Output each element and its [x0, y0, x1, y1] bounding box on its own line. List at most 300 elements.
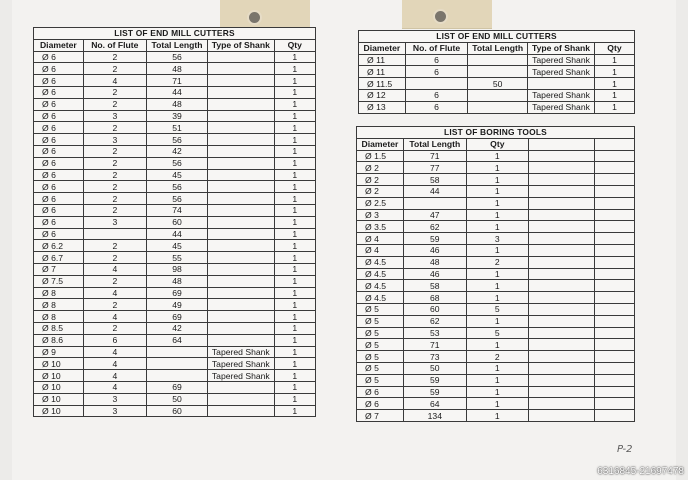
table-cell: Tapered Shank: [528, 54, 595, 66]
table-row: [357, 244, 635, 256]
table-cell: 2: [83, 169, 146, 181]
table-cell: 1: [274, 122, 315, 134]
header-row: [34, 39, 316, 51]
watermark: 6316845-21697478: [597, 466, 684, 477]
table-cell: Tapered Shank: [208, 370, 274, 382]
table-cell: [208, 311, 274, 323]
table-cell: [594, 244, 634, 256]
table-cell: Tapered Shank: [208, 346, 274, 358]
table-row: [357, 303, 635, 315]
table-cell: [594, 185, 634, 197]
table-row: [34, 334, 316, 346]
table-cell: 50: [403, 362, 466, 374]
column-header: Total Length: [468, 42, 528, 54]
table-cell: 1: [274, 228, 315, 240]
column-header: Total Length: [403, 138, 466, 150]
table-row: [34, 134, 316, 146]
table-cell: 1: [466, 292, 528, 304]
table-cell: 1: [274, 204, 315, 216]
table-cell: Ø 8: [34, 299, 84, 311]
table-cell: 45: [146, 240, 207, 252]
column-header: Total Length: [146, 39, 207, 51]
table-cell: [208, 75, 274, 87]
table-row: [34, 252, 316, 264]
table-cell: [208, 193, 274, 205]
table-cell: Ø 10: [34, 370, 84, 382]
table-cell: 62: [403, 221, 466, 233]
table-cell: Ø 10: [34, 358, 84, 370]
table-cell: [208, 228, 274, 240]
table-cell: [528, 398, 594, 410]
table-cell: 60: [403, 303, 466, 315]
table-cell: 1: [466, 398, 528, 410]
table-cell: [594, 374, 634, 386]
table-row: [357, 256, 635, 268]
table-cell: 1: [274, 193, 315, 205]
table-cell: 1: [274, 110, 315, 122]
table-cell: 1: [274, 346, 315, 358]
table-cell: [208, 63, 274, 75]
table-cell: Ø 2: [357, 162, 404, 174]
table-cell: 1: [466, 197, 528, 209]
table-cell: 3: [83, 216, 146, 228]
table-cell: Ø 3.5: [357, 221, 404, 233]
table-cell: 1: [466, 280, 528, 292]
table-row: [357, 150, 635, 162]
table-cell: 1: [274, 134, 315, 146]
table-cell: [528, 221, 594, 233]
table-cell: Ø 4.5: [357, 292, 404, 304]
table-cell: [208, 299, 274, 311]
table-cell: Ø 5: [357, 339, 404, 351]
table-cell: 64: [403, 398, 466, 410]
table-cell: 56: [146, 193, 207, 205]
table-cell: [208, 134, 274, 146]
table-cell: 71: [403, 150, 466, 162]
table-cell: Tapered Shank: [528, 89, 595, 101]
table-cell: Ø 1.5: [357, 150, 404, 162]
table-cell: Ø 5: [357, 374, 404, 386]
table-cell: 59: [403, 386, 466, 398]
table-cell: [468, 89, 528, 101]
table-cell: 71: [146, 75, 207, 87]
table-cell: 1: [274, 169, 315, 181]
table-cell: 1: [274, 252, 315, 264]
table-row: [357, 339, 635, 351]
table-row: [34, 122, 316, 134]
table-row: [34, 110, 316, 122]
table-cell: 48: [146, 98, 207, 110]
table-cell: [208, 263, 274, 275]
table-cell: [468, 54, 528, 66]
table-cell: 48: [146, 63, 207, 75]
table-row: [357, 351, 635, 363]
table-title: LIST OF END MILL CUTTERS: [359, 31, 635, 43]
table-row: [34, 311, 316, 323]
table-cell: [594, 339, 634, 351]
table-cell: 3: [83, 405, 146, 417]
table-cell: [468, 101, 528, 113]
table-row: [34, 169, 316, 181]
table-cell: 69: [146, 311, 207, 323]
table-cell: 1: [274, 75, 315, 87]
table-row: [34, 157, 316, 169]
table-row: [34, 405, 316, 417]
table-cell: [528, 362, 594, 374]
table-cell: [208, 275, 274, 287]
column-header: Qty: [466, 138, 528, 150]
table-title: LIST OF END MILL CUTTERS: [34, 28, 316, 40]
table-cell: 50: [468, 78, 528, 90]
table-cell: Ø 7: [34, 263, 84, 275]
table-cell: 1: [274, 263, 315, 275]
table-cell: 1: [466, 185, 528, 197]
table-cell: Ø 8: [34, 311, 84, 323]
table-cell: Ø 7.5: [34, 275, 84, 287]
table-cell: Ø 4.5: [357, 280, 404, 292]
table-cell: [594, 280, 634, 292]
table-cell: [594, 410, 634, 422]
table-cell: [146, 346, 207, 358]
column-header: [528, 138, 594, 150]
table-cell: [528, 174, 594, 186]
table-row: [34, 393, 316, 405]
table-cell: 2: [83, 145, 146, 157]
table-row: [357, 292, 635, 304]
table-cell: 3: [83, 134, 146, 146]
table-cell: 2: [83, 157, 146, 169]
table-cell: [528, 256, 594, 268]
table-cell: [594, 292, 634, 304]
table-cell: [594, 162, 634, 174]
table-row: [357, 386, 635, 398]
column-header: Diameter: [34, 39, 84, 51]
table-cell: 68: [403, 292, 466, 304]
table-row: [357, 374, 635, 386]
table-cell: [528, 315, 594, 327]
table-cell: Ø 4.5: [357, 268, 404, 280]
table-cell: [528, 410, 594, 422]
table-cell: Ø 6: [34, 134, 84, 146]
table-row: [359, 101, 635, 113]
table-cell: 4: [83, 370, 146, 382]
table-cell: Ø 5: [357, 362, 404, 374]
table-cell: 1: [274, 98, 315, 110]
table-row: [357, 280, 635, 292]
table-cell: 48: [403, 256, 466, 268]
table-cell: [594, 233, 634, 245]
boring-tools-table: [356, 126, 635, 422]
end-mill-cutters-table-right: [358, 30, 635, 114]
column-header: Diameter: [357, 138, 404, 150]
table-cell: [468, 66, 528, 78]
table-title: LIST OF BORING TOOLS: [357, 127, 635, 139]
table-cell: [208, 110, 274, 122]
table-cell: 60: [146, 216, 207, 228]
table-cell: Ø 6: [34, 51, 84, 63]
table-cell: [528, 197, 594, 209]
table-cell: 1: [466, 268, 528, 280]
table-cell: 58: [403, 174, 466, 186]
table-cell: [208, 216, 274, 228]
table-row: [357, 327, 635, 339]
table-cell: 4: [83, 311, 146, 323]
table-cell: Ø 4: [357, 244, 404, 256]
table-cell: Ø 6: [34, 145, 84, 157]
table-row: [34, 98, 316, 110]
table-cell: Ø 8: [34, 287, 84, 299]
table-cell: 3: [83, 393, 146, 405]
table-cell: Ø 11: [359, 66, 406, 78]
table-cell: 44: [403, 185, 466, 197]
table-cell: [528, 351, 594, 363]
table-cell: 2: [83, 252, 146, 264]
table-cell: 1: [274, 51, 315, 63]
table-cell: 1: [466, 374, 528, 386]
table-cell: [208, 287, 274, 299]
table-cell: [208, 252, 274, 264]
table-cell: [528, 327, 594, 339]
table-cell: [528, 233, 594, 245]
table-cell: Ø 10: [34, 405, 84, 417]
table-cell: 55: [146, 252, 207, 264]
table-cell: Ø 6.2: [34, 240, 84, 252]
table-cell: [403, 197, 466, 209]
table-cell: Ø 6: [34, 193, 84, 205]
table-row: [34, 86, 316, 98]
table-cell: 1: [274, 287, 315, 299]
table-cell: 6: [405, 54, 468, 66]
table-cell: 42: [146, 322, 207, 334]
table-cell: Ø 2.5: [357, 197, 404, 209]
table-cell: 1: [274, 240, 315, 252]
table-cell: 6: [405, 101, 468, 113]
table-cell: 6: [405, 89, 468, 101]
table-cell: Ø 6: [34, 63, 84, 75]
table-cell: 39: [146, 110, 207, 122]
table-row: [357, 398, 635, 410]
table-cell: Ø 10: [34, 381, 84, 393]
table-row: [34, 240, 316, 252]
table-cell: Ø 6: [34, 216, 84, 228]
table-row: [357, 268, 635, 280]
table-cell: [594, 221, 634, 233]
table-cell: 44: [146, 86, 207, 98]
table-cell: 2: [83, 63, 146, 75]
table-cell: 2: [83, 193, 146, 205]
table-cell: 49: [146, 299, 207, 311]
table-row: [34, 263, 316, 275]
table-cell: [528, 268, 594, 280]
table-cell: [208, 86, 274, 98]
table-cell: 53: [403, 327, 466, 339]
table-cell: [208, 204, 274, 216]
table-cell: 1: [274, 63, 315, 75]
table-cell: 1: [594, 66, 634, 78]
table-row: [34, 358, 316, 370]
table-cell: 73: [403, 351, 466, 363]
table-cell: 4: [83, 346, 146, 358]
table-cell: Ø 5: [357, 351, 404, 363]
table-cell: Ø 5: [357, 303, 404, 315]
table-row: [359, 89, 635, 101]
table-row: [357, 221, 635, 233]
table-cell: 1: [466, 362, 528, 374]
table-cell: 77: [403, 162, 466, 174]
table-cell: [528, 185, 594, 197]
table-cell: 2: [83, 122, 146, 134]
table-cell: [146, 370, 207, 382]
table-cell: 1: [594, 54, 634, 66]
table-cell: Ø 8.5: [34, 322, 84, 334]
table-cell: [594, 315, 634, 327]
table-cell: Ø 10: [34, 393, 84, 405]
table-cell: 2: [83, 86, 146, 98]
table-cell: Ø 2: [357, 174, 404, 186]
column-header: Diameter: [359, 42, 406, 54]
table-cell: [528, 244, 594, 256]
table-row: [34, 322, 316, 334]
table-row: [34, 181, 316, 193]
table-row: [34, 228, 316, 240]
table-cell: Ø 6: [34, 86, 84, 98]
table-cell: 1: [274, 311, 315, 323]
table-cell: [528, 292, 594, 304]
column-header: Qty: [274, 39, 315, 51]
table-cell: 1: [274, 322, 315, 334]
column-header: [594, 138, 634, 150]
table-cell: Ø 2: [357, 185, 404, 197]
table-cell: Ø 6: [34, 98, 84, 110]
table-cell: [405, 78, 468, 90]
table-cell: Ø 6.7: [34, 252, 84, 264]
table-cell: 1: [594, 89, 634, 101]
table-cell: [594, 303, 634, 315]
table-cell: 56: [146, 51, 207, 63]
table-row: [359, 54, 635, 66]
column-header: No. of Flute: [405, 42, 468, 54]
table-cell: 4: [83, 358, 146, 370]
header-row: [359, 42, 635, 54]
table-cell: 74: [146, 204, 207, 216]
table-row: [357, 209, 635, 221]
table-cell: Ø 6: [357, 398, 404, 410]
table-cell: 48: [146, 275, 207, 287]
table-cell: [594, 174, 634, 186]
column-header: Qty: [594, 42, 634, 54]
table-cell: [528, 150, 594, 162]
table-cell: 51: [146, 122, 207, 134]
table-cell: Tapered Shank: [528, 66, 595, 78]
table-cell: 56: [146, 157, 207, 169]
table-cell: 1: [466, 339, 528, 351]
table-cell: Ø 9: [34, 346, 84, 358]
table-cell: 1: [466, 162, 528, 174]
table-row: [34, 216, 316, 228]
table-cell: [146, 358, 207, 370]
table-row: [34, 275, 316, 287]
table-cell: Ø 13: [359, 101, 406, 113]
table-cell: 4: [83, 287, 146, 299]
table-cell: 1: [274, 405, 315, 417]
table-cell: 2: [83, 181, 146, 193]
table-cell: [528, 339, 594, 351]
table-cell: [208, 322, 274, 334]
table-cell: 1: [466, 174, 528, 186]
table-cell: 1: [274, 393, 315, 405]
table-cell: Ø 3: [357, 209, 404, 221]
table-cell: [528, 374, 594, 386]
table-cell: 2: [83, 204, 146, 216]
table-row: [357, 315, 635, 327]
table-cell: [208, 122, 274, 134]
table-cell: 1: [274, 216, 315, 228]
table-cell: [594, 327, 634, 339]
table-row: [34, 346, 316, 358]
table-row: [357, 362, 635, 374]
table-cell: 46: [403, 244, 466, 256]
table-cell: [528, 209, 594, 221]
table-cell: [208, 51, 274, 63]
table-cell: Ø 5: [357, 315, 404, 327]
table-cell: Ø 6: [34, 228, 84, 240]
table-cell: [208, 157, 274, 169]
end-mill-cutters-table-left: [33, 27, 316, 417]
table-cell: Ø 4: [357, 233, 404, 245]
table-cell: [594, 197, 634, 209]
table-cell: 1: [274, 370, 315, 382]
table-cell: 1: [466, 221, 528, 233]
table-cell: 1: [274, 181, 315, 193]
table-cell: 1: [594, 78, 634, 90]
table-cell: [83, 228, 146, 240]
table-cell: 4: [83, 75, 146, 87]
table-cell: 1: [466, 150, 528, 162]
table-cell: 59: [403, 374, 466, 386]
table-cell: [208, 145, 274, 157]
table-cell: Ø 6: [34, 75, 84, 87]
table-cell: 3: [466, 233, 528, 245]
table-row: [359, 66, 635, 78]
table-row: [359, 78, 635, 90]
table-cell: 4: [83, 381, 146, 393]
table-cell: 5: [466, 303, 528, 315]
table-cell: [528, 162, 594, 174]
table-cell: 2: [466, 256, 528, 268]
table-cell: 60: [146, 405, 207, 417]
table-cell: 4: [83, 263, 146, 275]
table-row: [34, 204, 316, 216]
table-row: [34, 63, 316, 75]
table-cell: 6: [83, 334, 146, 346]
punch-hole-left: [247, 10, 262, 25]
table-cell: 1: [274, 145, 315, 157]
table-cell: 5: [466, 327, 528, 339]
table-cell: [208, 381, 274, 393]
table-cell: 1: [466, 209, 528, 221]
table-cell: Tapered Shank: [208, 358, 274, 370]
table-cell: [208, 334, 274, 346]
table-cell: 71: [403, 339, 466, 351]
column-header: No. of Flute: [83, 39, 146, 51]
table-row: [34, 51, 316, 63]
table-cell: [528, 386, 594, 398]
table-row: [34, 299, 316, 311]
table-cell: 69: [146, 287, 207, 299]
table-cell: 62: [403, 315, 466, 327]
table-cell: 6: [405, 66, 468, 78]
table-cell: 2: [83, 98, 146, 110]
